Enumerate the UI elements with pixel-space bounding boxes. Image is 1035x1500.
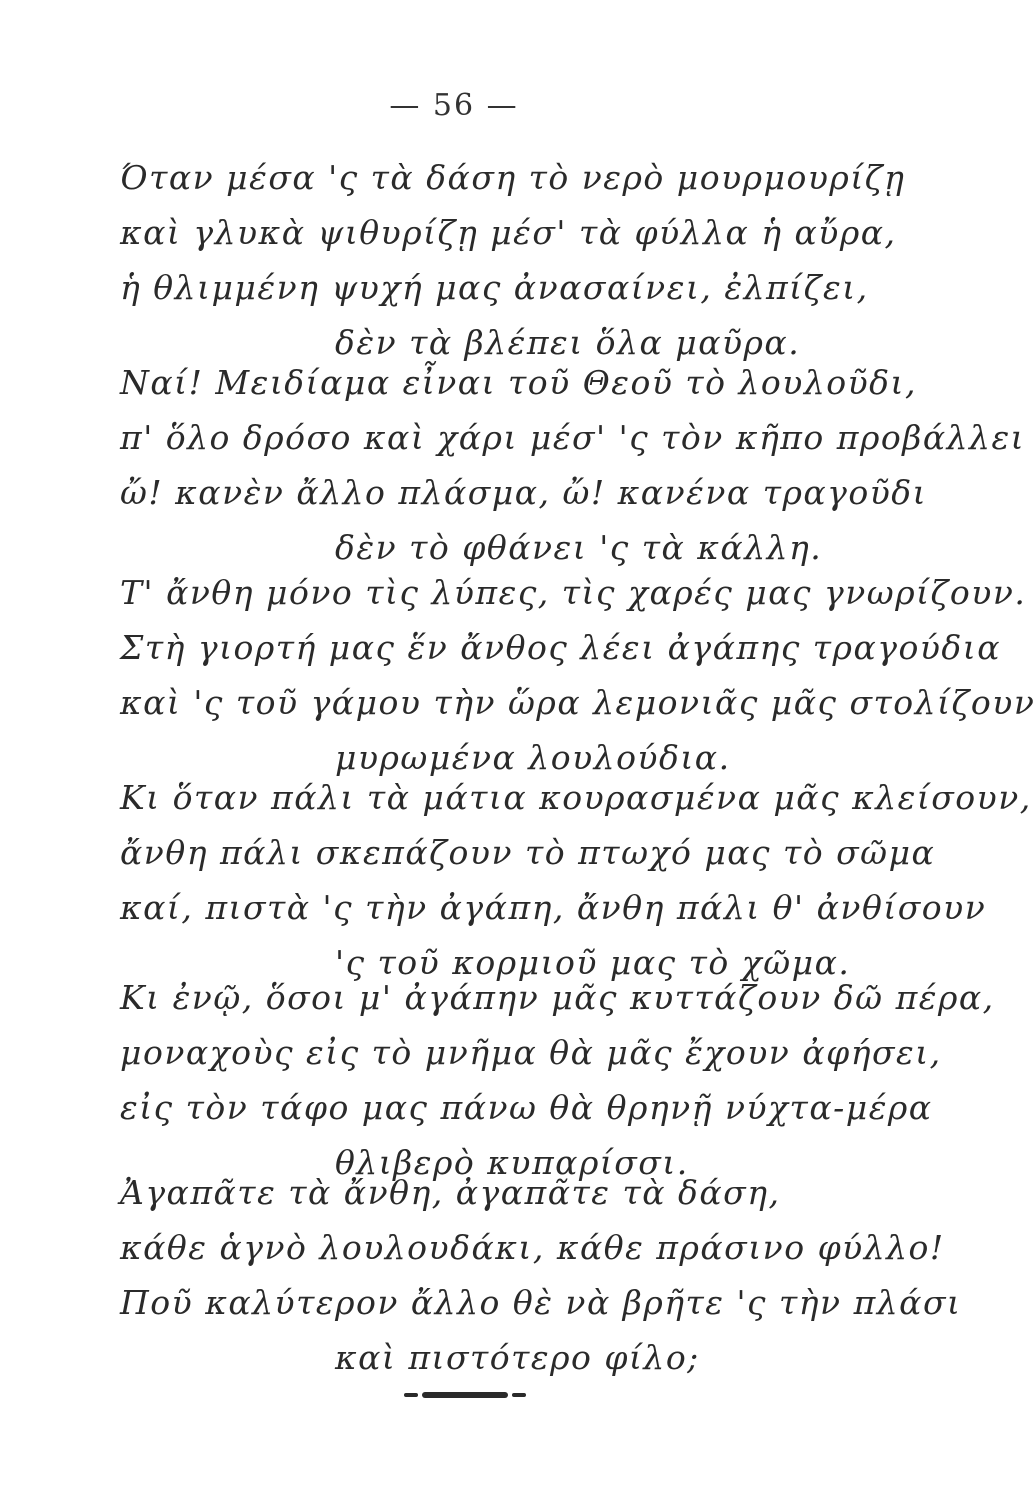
- poem-refrain-line: θλιβερὸ κυπαρίσσι.: [335, 1143, 689, 1182]
- poem-line: καί, πιστὰ 'ς τὴν ἀγάπη, ἄνθη πάλι θ' ἀνθίσουν: [120, 888, 987, 927]
- poem-refrain-line: μυρωμένα λουλούδια.: [335, 738, 731, 777]
- poem-line: Ἀγαπᾶτε τὰ ἄνθη, ἀγαπᾶτε τὰ δάση,: [120, 1173, 781, 1212]
- poem-line: Όταν μέσα 'ς τὰ δάση τὸ νερὸ μουρμουρίζῃ: [120, 158, 906, 197]
- poem-line: π' ὅλο δρόσο καὶ χάρι μέσ' 'ς τὸν κῆπο προβάλλει: [120, 418, 1026, 457]
- poem-line: Κι ὅταν πάλι τὰ μάτια κουρασμένα μᾶς κλείσουν,: [120, 778, 1032, 817]
- stanza-1: [120, 150, 906, 370]
- page-number: — 56 —: [389, 88, 519, 123]
- poem-line: καὶ 'ς τοῦ γάμου τὴν ὥρα λεμονιᾶς μᾶς στολίζουν: [120, 683, 1035, 722]
- poem-line: μοναχοὺς εἰς τὸ μνῆμα θὰ μᾶς ἔχουν ἀφήσει,: [120, 1033, 942, 1072]
- end-ornament: [422, 1392, 508, 1398]
- poem-line: Στὴ γιορτή μας ἕν ἄνθος λέει ἀγάπης τραγούδια: [120, 628, 1001, 667]
- poem-line: καὶ γλυκὰ ψιθυρίζῃ μέσ' τὰ φύλλα ἡ αὔρα,: [120, 213, 897, 252]
- stanza-4: [120, 770, 1032, 990]
- stanza-3: [120, 565, 1035, 785]
- poem-refrain-line: καὶ πιστότερο φίλο;: [335, 1338, 700, 1377]
- stanza-6: [120, 1165, 962, 1385]
- poem-line: Ποῦ καλύτερον ἄλλο θὲ νὰ βρῆτε 'ς τὴν πλάσι: [120, 1283, 962, 1322]
- poem-line: ἡ θλιμμένη ψυχή μας ἀνασαίνει, ἐλπίζει,: [120, 268, 869, 307]
- poem-line: εἰς τὸν τάφο μας πάνω θὰ θρηνῇ νύχτα-μέρα: [120, 1088, 933, 1127]
- poem-refrain-line: δὲν τὰ βλέπει ὅλα μαῦρα.: [335, 323, 801, 362]
- poem-refrain-line: 'ς τοῦ κορμιοῦ μας τὸ χῶμα.: [335, 943, 851, 982]
- poem-line: ὤ! κανὲν ἄλλο πλάσμα, ὤ! κανένα τραγοῦδι: [120, 473, 928, 512]
- stanza-2: [120, 355, 1026, 575]
- poem-line: Ναί! Μειδίαμα εἶναι τοῦ Θεοῦ τὸ λουλοῦδι,: [120, 363, 917, 402]
- poem-refrain-line: δὲν τὸ φθάνει 'ς τὰ κάλλη.: [335, 528, 823, 567]
- poem-line: Κι ἐνῷ, ὅσοι μ' ἀγάπην μᾶς κυττάζουν δῶ πέρα,: [120, 978, 995, 1017]
- poem-line: κάθε ἁγνὸ λουλουδάκι, κάθε πράσινο φύλλο!: [120, 1228, 945, 1267]
- stanza-5: [120, 970, 995, 1190]
- poem-line: ἄνθη πάλι σκεπάζουν τὸ πτωχό μας τὸ σῶμα: [120, 833, 936, 872]
- poem-line: Τ' ἄνθη μόνο τὶς λύπες, τὶς χαρές μας γνωρίζουν.: [120, 573, 1027, 612]
